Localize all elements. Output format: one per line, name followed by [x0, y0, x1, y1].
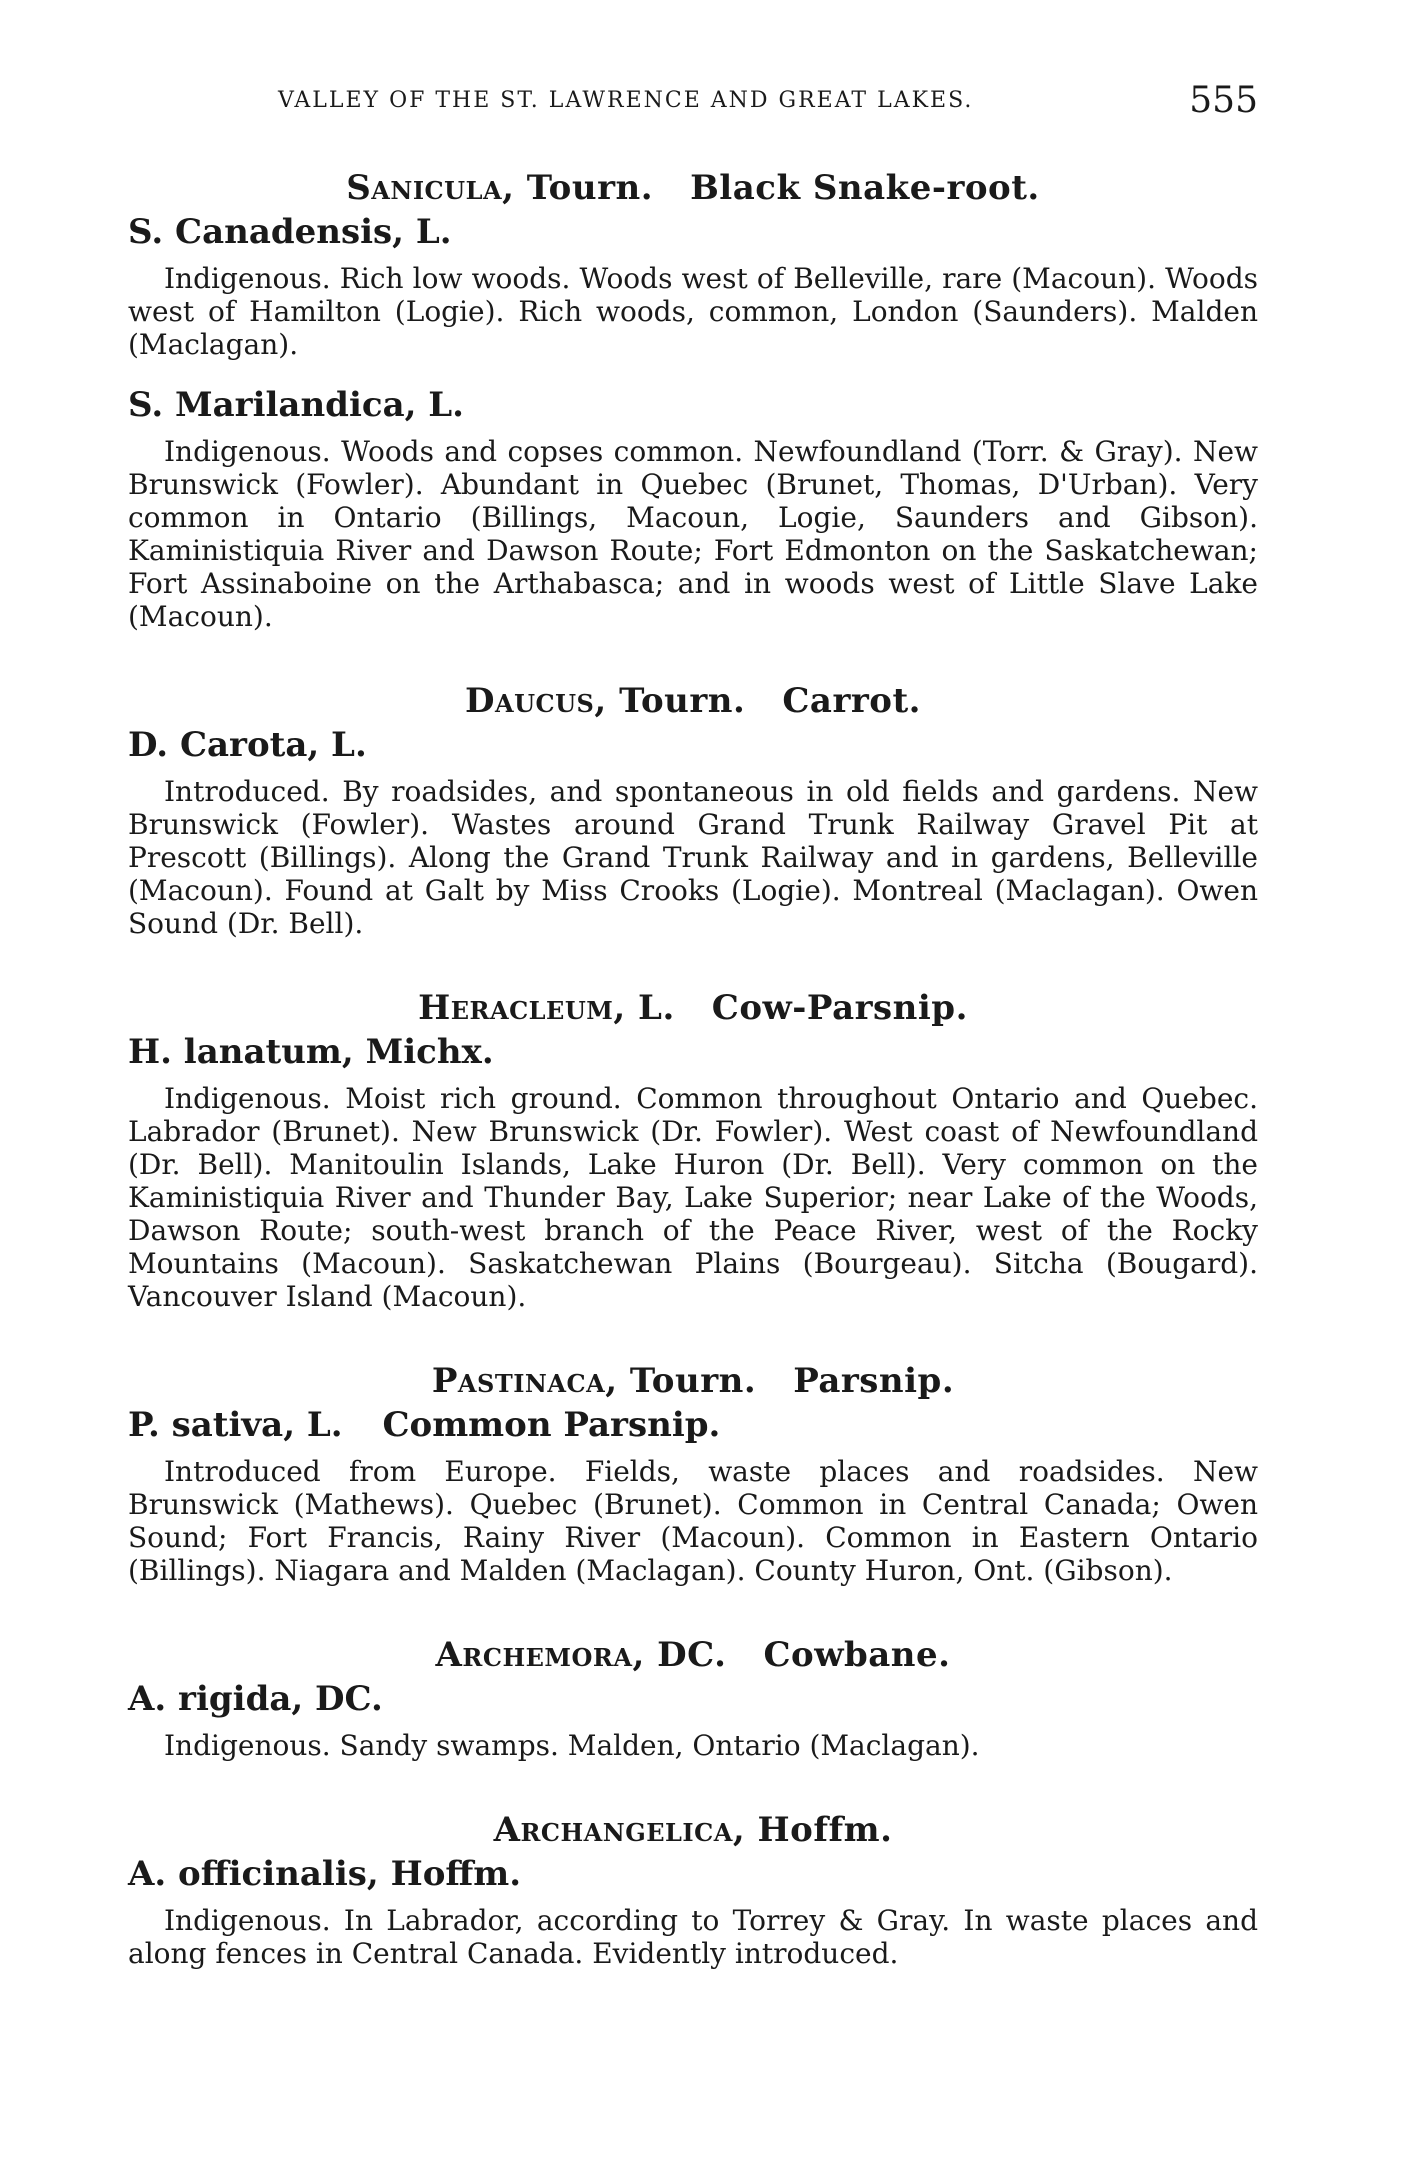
- genus-heading-heracleum: [128, 986, 1258, 1030]
- genus-authority: DC.: [657, 1635, 727, 1675]
- species-description: Introduced from Europe. Fields, waste places and roadsides. New Brunswick (Mathews). Quebec (Brunet). Common in Central Canada; Owen Sound; Fort Francis, Rainy River (Macoun). Common in Eastern Ontario (Billings). Niagara and Malden (Maclagan). County Huron, Ont. (Gibson).: [128, 1455, 1258, 1587]
- genus-name: Archangelica,: [493, 1810, 746, 1850]
- species-heading-d-carota: [128, 723, 1258, 767]
- genus-common-name: Parsnip.: [793, 1361, 955, 1401]
- genus-name: Sanicula,: [346, 168, 515, 208]
- species-description: Indigenous. Moist rich ground. Common throughout Ontario and Quebec. Labrador (Brunet). New Brunswick (Dr. Fowler). West coast of Newfoundland (Dr. Bell). Manitoulin Islands, Lake Huron (Dr. Bell). Very common on the Kaministiquia River and Thunder Bay, Lake Superior; near Lake of the Woods, Dawson Route; south-west branch of the Peace River, west of the Rocky Mountains (Macoun). Saskatchewan Plains (Bourgeau). Sitcha (Bougard). Vancouver Island (Macoun).: [128, 1082, 1258, 1313]
- genus-heading-sanicula: [128, 166, 1258, 210]
- genus-common-name: Carrot.: [782, 681, 922, 721]
- page-number: 555: [1189, 80, 1258, 121]
- genus-heading-archemora: [128, 1633, 1258, 1677]
- species-common-name: Common Parsnip.: [382, 1405, 721, 1445]
- genus-name: Heracleum,: [418, 988, 626, 1028]
- running-title: VALLEY OF THE ST. LAWRENCE AND GREAT LAKES.: [278, 88, 974, 113]
- species-description: Indigenous. In Labrador, according to Torrey & Gray. In waste places and along fences in Central Canada. Evidently introduced.: [128, 1904, 1258, 1970]
- species-name: H. lanatum, Michx.: [128, 1032, 494, 1072]
- page: [128, 60, 1258, 1970]
- genus-authority: Hoffm.: [757, 1810, 893, 1850]
- species-name: A. rigida, DC.: [128, 1679, 383, 1719]
- species-heading-a-rigida: [128, 1677, 1258, 1721]
- species-name: D. Carota, L.: [128, 725, 367, 765]
- species-name: S. Marilandica, L.: [128, 385, 465, 425]
- genus-name: Daucus,: [464, 681, 607, 721]
- species-heading-p-sativa: [128, 1403, 1258, 1447]
- genus-heading-daucus: [128, 679, 1258, 723]
- genus-common-name: Cowbane.: [763, 1635, 951, 1675]
- genus-heading-pastinaca: [128, 1359, 1258, 1403]
- species-heading-a-officinalis: [128, 1852, 1258, 1896]
- genus-authority: Tourn.: [619, 681, 746, 721]
- species-description: Indigenous. Woods and copses common. Newfoundland (Torr. & Gray). New Brunswick (Fowler). Abundant in Quebec (Brunet, Thomas, D'Urban). Very common in Ontario (Billings, Macoun, Logie, Saunders and Gibson). Kaministiquia River and Dawson Route; Fort Edmonton on the Saskatchewan; Fort Assinaboine on the Arthabasca; and in woods west of Little Slave Lake (Macoun).: [128, 435, 1258, 633]
- genus-name: Archemora,: [435, 1635, 645, 1675]
- species-heading-s-canadensis: [128, 210, 1258, 254]
- genus-common-name: Black Snake-root.: [690, 168, 1040, 208]
- species-description: Introduced. By roadsides, and spontaneous in old fields and gardens. New Brunswick (Fowler). Wastes around Grand Trunk Railway Gravel Pit at Prescott (Billings). Along the Grand Trunk Railway and in gardens, Belleville (Macoun). Found at Galt by Miss Crooks (Logie). Montreal (Maclagan). Owen Sound (Dr. Bell).: [128, 775, 1258, 940]
- running-head: [128, 60, 1258, 120]
- genus-heading-archangelica: [128, 1808, 1258, 1852]
- genus-authority: L.: [638, 988, 675, 1028]
- genus-common-name: Cow-Parsnip.: [711, 988, 968, 1028]
- species-description: Indigenous. Sandy swamps. Malden, Ontario (Maclagan).: [164, 1729, 980, 1762]
- species-heading-s-marilandica: [128, 383, 1258, 427]
- species-name: S. Canadensis, L.: [128, 212, 452, 252]
- species-heading-h-lanatum: [128, 1030, 1258, 1074]
- genus-authority: Tourn.: [526, 168, 654, 208]
- species-name: A. officinalis, Hoffm.: [128, 1854, 522, 1894]
- species-description: Indigenous. Rich low woods. Woods west of Belleville, rare (Macoun). Woods west of Hamilton (Logie). Rich woods, common, London (Saunders). Malden (Maclagan).: [128, 262, 1258, 361]
- genus-authority: Tourn.: [629, 1361, 757, 1401]
- genus-name: Pastinaca,: [431, 1361, 618, 1401]
- species-name: P. sativa, L.: [128, 1405, 343, 1445]
